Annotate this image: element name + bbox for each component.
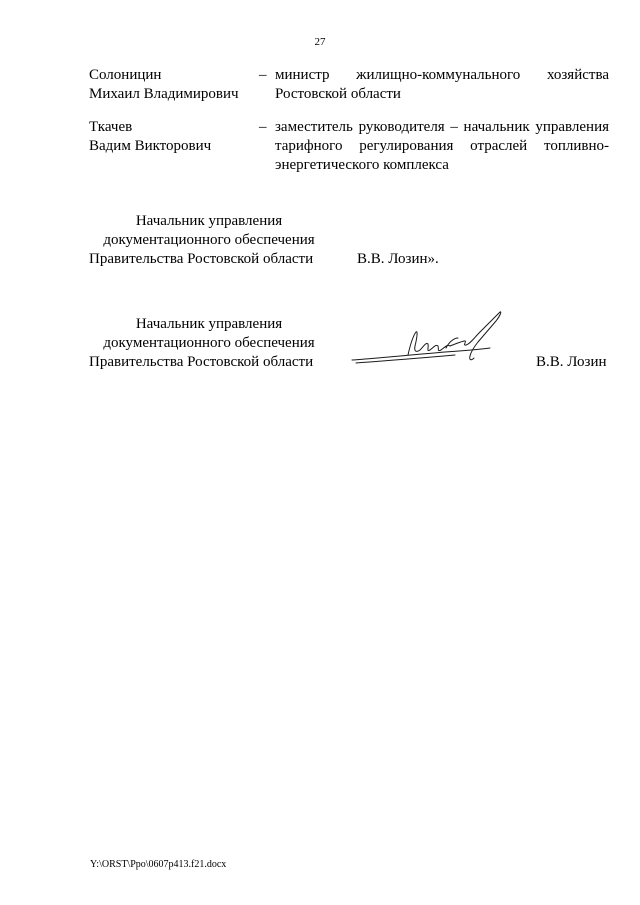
member-role-line: министр жилищно-коммунального хозяйства (275, 67, 609, 83)
member-given-names: Михаил Владимирович (89, 86, 239, 102)
member-surname: Ткачев (89, 119, 133, 135)
member-surname: Солоницин (89, 67, 162, 83)
document-file-path: Y:\ORST\Ppo\0607p413.f21.docx (90, 859, 227, 870)
signature-block-final (89, 315, 329, 372)
member-role (275, 66, 609, 104)
member-role (275, 118, 609, 175)
signer-position-line: Правительства Ростовской области (89, 354, 314, 370)
signer-position-line: документационного обеспечения (103, 232, 315, 248)
signer-position-line: Начальник управления (135, 316, 283, 332)
signature-block-annex (89, 212, 329, 269)
member-given-names: Вадим Викторович (89, 138, 212, 154)
member-entry (89, 118, 609, 178)
page-number: 27 (314, 36, 326, 48)
member-role-line: Ростовской области (275, 86, 401, 102)
member-entry (89, 66, 609, 106)
member-name (89, 66, 254, 104)
member-dash: – (259, 67, 267, 83)
handwritten-signature (350, 308, 510, 370)
member-role-line: энергетического комплекса (275, 157, 449, 173)
member-name (89, 118, 254, 156)
signer-name-final: В.В. Лозин (536, 354, 607, 370)
signer-position-line: Правительства Ростовской области (89, 251, 314, 267)
signer-position-line: Начальник управления (135, 213, 283, 229)
signer-name-annex: В.В. Лозин». (357, 251, 439, 267)
member-dash: – (259, 119, 267, 135)
signer-position-line: документационного обеспечения (103, 335, 315, 351)
member-role-line: тарифного регулирования отраслей топливно- (275, 138, 609, 154)
member-role-line: заместитель руководителя – начальник управления (275, 119, 609, 135)
